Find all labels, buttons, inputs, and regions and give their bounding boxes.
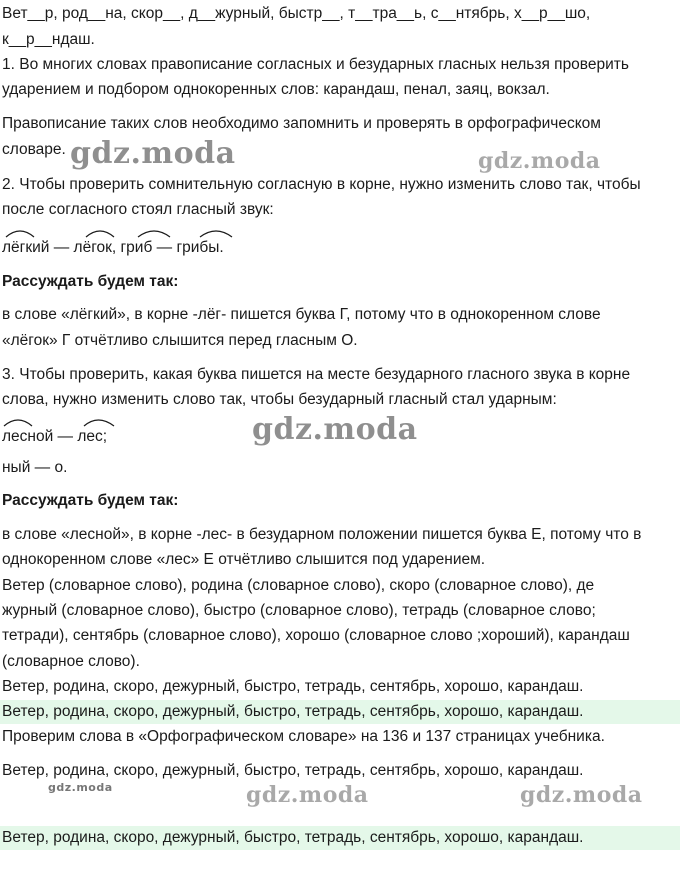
watermark-3: gdz.moda [252,412,418,447]
reason1-heading: Рассуждать будем так: [2,273,179,290]
answer-stressed-highlighted: Ветер, родина, скоро, дежурный, быстро, тетрадь, сентябрь, хорошо, карандаш. [0,700,680,724]
answer-line3: тетради), сентябрь (словарное слово), хорошо (словарное слово ;хороший), карандаш [2,627,630,644]
rule1-line3: Правописание таких слов необходимо запомнить и проверять в орфографическом [2,115,601,132]
rule1-line4: словаре. [2,141,66,158]
answer-stressed: Ветер, родина, скоро, дежурный, быстро, тетрадь, сентябрь, хорошо, карандаш. [2,678,584,695]
answer-check-note: Проверим слова в «Орфографическом словаре» на 136 и 137 страницах учебника. [2,728,605,745]
answer-line2: журный (словарное слово), быстро (словарное слово), тетрадь (словарное слово; [2,602,596,619]
reason2-heading: Рассуждать будем так: [2,492,179,509]
rule2-line2: после согласного стоял гласный звук: [2,201,274,218]
rule3-example1: лесной — лес; [2,428,108,445]
rule2-example: лёгкий — лёгок, гриб — грибы. [2,239,224,256]
rule1-line1: 1. Во многих словах правописание согласных и безударных гласных нельзя проверить [2,56,629,73]
rule1-line2: ударением и подбором однокоренных слов: карандаш, пенал, заяц, вокзал. [2,81,550,98]
watermark-2: gdz.moda [478,148,601,174]
rule3-example2: ный — о. [2,459,68,476]
watermark-1: gdz.moda [70,136,236,171]
answer-final: Ветер, родина, скоро, дежурный, быстро, тетрадь, сентябрь, хорошо, карандаш. [2,762,584,779]
reason2-line1: в слове «лесной», в корне -лес- в безударном положении пишется буква Е, потому что в [2,526,642,543]
watermark-4: gdz.moda [48,781,113,794]
answer-line4: (словарное слово). [2,653,140,670]
rule3-line1: 3. Чтобы проверить, какая буква пишется на месте безударного гласного звука в корне [2,366,631,383]
answer-line1: Ветер (словарное слово), родина (словарное слово), скоро (словарное слово), де [2,577,595,594]
reason1-line1: в слове «лёгкий», в корне -лёг- пишется буква Г, потому что в однокоренном слове [2,306,601,323]
answer-final-highlighted: Ветер, родина, скоро, дежурный, быстро, тетрадь, сентябрь, хорошо, карандаш. [0,826,680,850]
watermark-5: gdz.moda [246,782,369,808]
watermark-6: gdz.moda [520,782,643,808]
reason2-line2: однокоренном слове «лес» Е отчётливо слышится под ударением. [2,551,486,568]
exercise-gaps-line1: Вет__р, род__на, скор__, д__журный, быстр__, т__тра__ь, с__нтябрь, х__р__шо, [2,5,591,22]
exercise-gaps-line2: к__р__ндаш. [2,31,95,48]
rule3-line2: слова, нужно изменить слово так, чтобы безударный гласный стал ударным: [2,391,557,408]
reason1-line2: «лёгок» Г отчётливо слышится перед гласным О. [2,332,358,349]
rule2-line1: 2. Чтобы проверить сомнительную согласную в корне, нужно изменить слово так, чтобы [2,176,641,193]
